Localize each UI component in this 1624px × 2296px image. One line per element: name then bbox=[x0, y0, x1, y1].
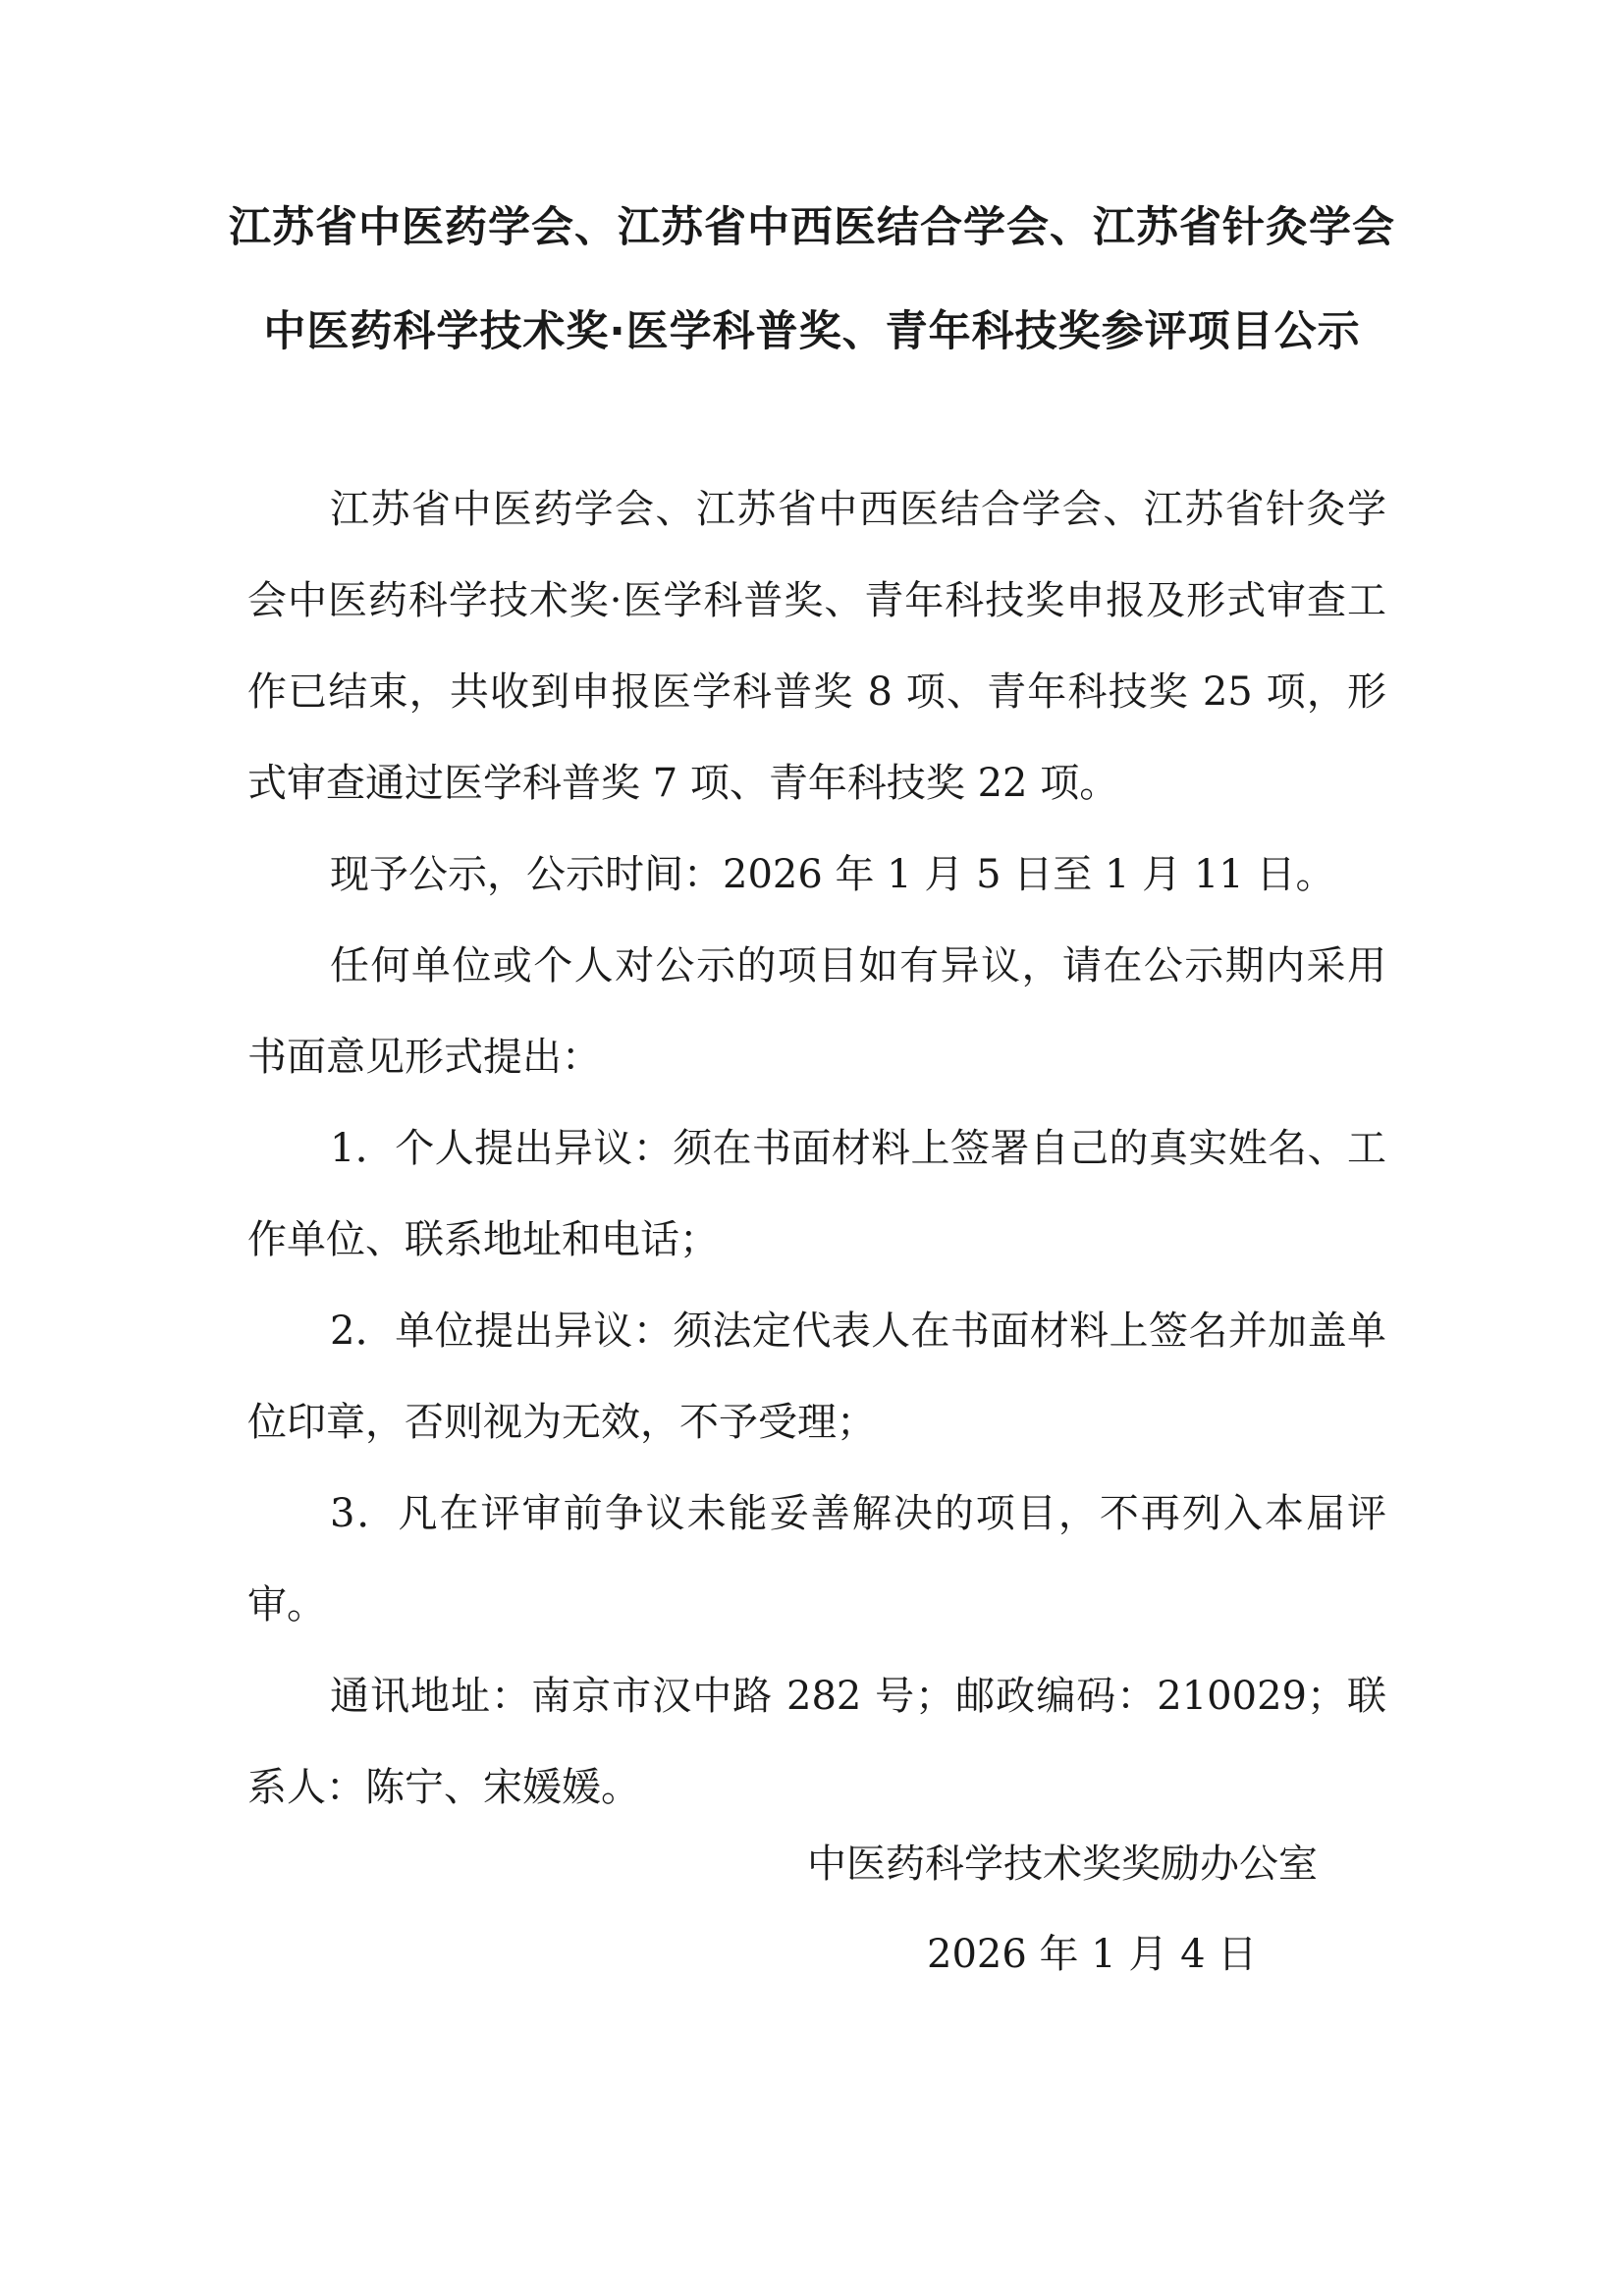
document-title bbox=[0, 202, 1624, 357]
paragraph-rule-3: 3．凡在评审前争议未能妥善解决的项目，不再列入本届评审。 bbox=[247, 1491, 1386, 1628]
title-line-1: 江苏省中医药学会、江苏省中西医结合学会、江苏省针灸学会 bbox=[229, 203, 1395, 252]
signature-date: 2026 年 1 月 4 日 bbox=[927, 1932, 1258, 1977]
signature-office: 中医药科学技术奖奖励办公室 bbox=[807, 1842, 1318, 1887]
paragraph-contact: 通讯地址：南京市汉中路 282 号；邮政编码：210029；联系人：陈宁、宋媛媛。 bbox=[247, 1674, 1386, 1810]
paragraph-rule-1: 1．个人提出异议：须在书面材料上签署自己的真实姓名、工作单位、联系地址和电话； bbox=[247, 1126, 1386, 1262]
document-body bbox=[247, 464, 1386, 1834]
paragraph-rule-2: 2．单位提出异议：须法定代表人在书面材料上签名并加盖单位印章，否则视为无效，不予受理； bbox=[247, 1308, 1386, 1445]
title-line-2: 中医药科学技术奖·医学科普奖、青年科技奖参评项目公示 bbox=[263, 307, 1361, 356]
paragraph-summary: 江苏省中医药学会、江苏省中西医结合学会、江苏省针灸学会中医药科学技术奖·医学科普奖、青年科技奖申报及形式审查工作已结束，共收到申报医学科普奖 8 项、青年科技奖 25 项，形式审查通过医学科普奖 7 项、青年科技奖 22 项。 bbox=[247, 487, 1386, 806]
paragraph-notice-period: 现予公示，公示时间：2026 年 1 月 5 日至 1 月 11 日。 bbox=[330, 852, 1335, 897]
paragraph-objection-intro: 任何单位或个人对公示的项目如有异议，请在公示期内采用书面意见形式提出： bbox=[247, 943, 1386, 1080]
